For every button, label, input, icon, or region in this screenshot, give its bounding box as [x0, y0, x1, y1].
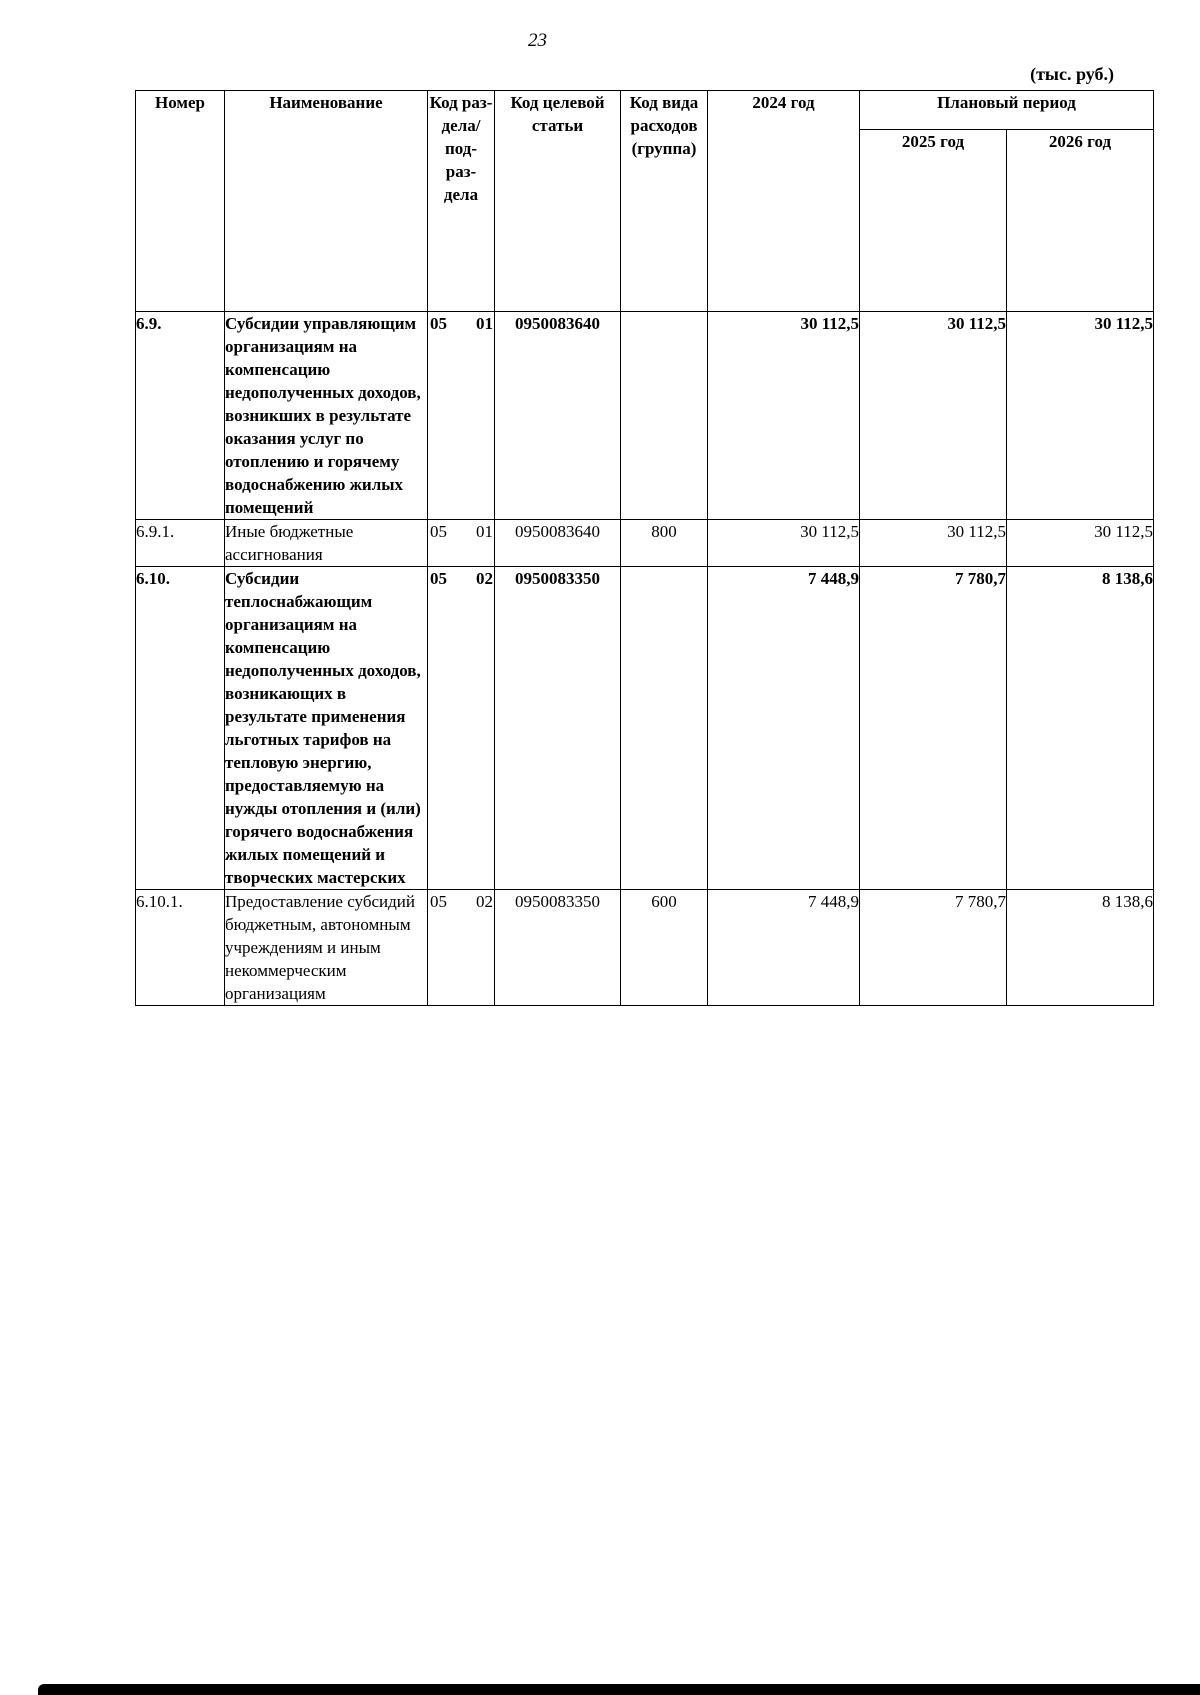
row-celevaya: 0950083350	[495, 890, 621, 1006]
header-2025: 2025 год	[860, 130, 1007, 312]
row-razdel-code: 05	[430, 522, 447, 541]
row-podrazdel-code: 01	[476, 522, 493, 541]
table-row	[136, 890, 1154, 1006]
row-value-2026: 30 112,5	[1007, 520, 1154, 567]
units-label: (тыс. руб.)	[1030, 64, 1114, 84]
row-value-2025: 7 780,7	[860, 890, 1007, 1006]
row-razdel-code: 05	[430, 892, 447, 911]
row-razdel	[428, 890, 495, 1006]
row-podrazdel-code: 01	[476, 314, 493, 333]
row-podrazdel-code: 02	[476, 569, 493, 588]
row-vid	[621, 567, 708, 890]
row-celevaya: 0950083640	[495, 520, 621, 567]
row-value-2024: 7 448,9	[708, 890, 860, 1006]
header-name: Наименование	[225, 91, 428, 312]
scan-edge-bar	[38, 1684, 1200, 1695]
row-name: Субсидии теплоснабжающим организациям на компенсацию недополученных доходов, возникающих в результате применения льготных тарифов на тепловую энергию, предоставляемую на нужды отопления и (или) горячего водоснабжения жилых помещений и творческих мастерских	[225, 567, 428, 890]
table-row	[136, 312, 1154, 520]
header-row	[136, 91, 1154, 130]
row-value-2024: 7 448,9	[708, 567, 860, 890]
row-vid: 800	[621, 520, 708, 567]
row-value-2025: 30 112,5	[860, 312, 1007, 520]
header-celevaya: Код целевой статьи	[495, 91, 621, 312]
row-podrazdel-code: 02	[476, 892, 493, 911]
row-razdel	[428, 567, 495, 890]
row-number: 6.9.1.	[136, 520, 225, 567]
row-vid: 600	[621, 890, 708, 1006]
header-num: Номер	[136, 91, 225, 312]
row-name: Иные бюджетные ассигнования	[225, 520, 428, 567]
row-razdel-code: 05	[430, 569, 447, 588]
row-value-2025: 30 112,5	[860, 520, 1007, 567]
header-2026: 2026 год	[1007, 130, 1154, 312]
table-row	[136, 567, 1154, 890]
table-row	[136, 520, 1154, 567]
row-value-2024: 30 112,5	[708, 520, 860, 567]
header-2024: 2024 год	[708, 91, 860, 312]
row-number: 6.9.	[136, 312, 225, 520]
row-value-2024: 30 112,5	[708, 312, 860, 520]
header-planned-period: Плановый период	[860, 91, 1154, 130]
row-celevaya: 0950083350	[495, 567, 621, 890]
row-razdel-code: 05	[430, 314, 447, 333]
row-value-2025: 7 780,7	[860, 567, 1007, 890]
row-number: 6.10.1.	[136, 890, 225, 1006]
header-razdel: Код раз- дела/ под- раз- дела	[428, 91, 495, 312]
row-value-2026: 8 138,6	[1007, 567, 1154, 890]
page-number: 23	[528, 30, 547, 51]
row-vid	[621, 312, 708, 520]
row-razdel	[428, 520, 495, 567]
row-value-2026: 30 112,5	[1007, 312, 1154, 520]
row-number: 6.10.	[136, 567, 225, 890]
row-razdel	[428, 312, 495, 520]
row-value-2026: 8 138,6	[1007, 890, 1154, 1006]
row-name: Субсидии управляющим организациям на компенсацию недополученных доходов, возникших в результате оказания услуг по отоплению и горячему водоснабжению жилых помещений	[225, 312, 428, 520]
header-vid: Код вида расходов (группа)	[621, 91, 708, 312]
row-celevaya: 0950083640	[495, 312, 621, 520]
budget-table	[135, 90, 1154, 1006]
row-name: Предоставление субсидий бюджетным, автономным учреждениям и иным некоммерческим организациям	[225, 890, 428, 1006]
